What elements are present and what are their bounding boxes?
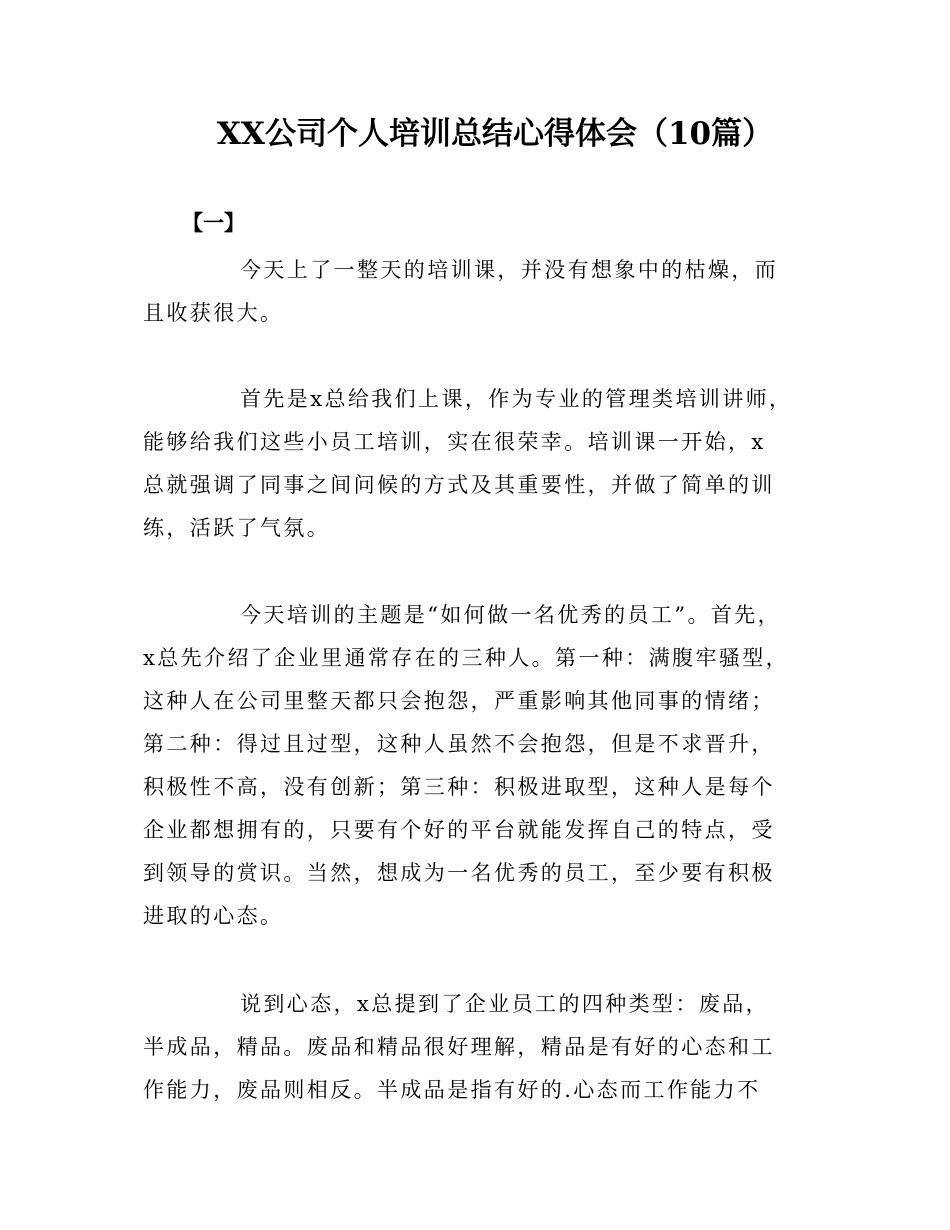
paragraph-line: 积极性不高，没有创新；第三种：积极进取型，这种人是每个 [143, 775, 775, 799]
paragraph-line: 第二种：得过且过型，这种人虽然不会抱怨，但是不求晋升， [143, 732, 775, 756]
section-heading: 【一】 [182, 210, 245, 235]
paragraph-line: 总就强调了同事之间问候的方式及其重要性，并做了简单的训 [143, 473, 775, 497]
paragraph-line: 半成品，精品。废品和精品很好理解，精品是有好的心态和工 [143, 1035, 775, 1059]
paragraph-1 [143, 249, 823, 335]
paragraph-3 [143, 594, 823, 938]
paragraph-line: 能够给我们这些小员工培训，实在很荣幸。培训课一开始，x [143, 430, 766, 454]
paragraph-line: 进取的心态。 [143, 904, 284, 928]
paragraph-line: 首先是x总给我们上课，作为专业的管理类培训讲师， [240, 387, 793, 411]
paragraph-line: 今天培训的主题是“如何做一名优秀的员工”。首先， [240, 603, 782, 627]
paragraph-line: 这种人在公司里整天都只会抱怨，严重影响其他同事的情绪； [143, 689, 775, 713]
paragraph-line: 练，活跃了气氛。 [143, 516, 331, 540]
paragraph-line: 今天上了一整天的培训课，并没有想象中的枯燥，而 [240, 258, 779, 282]
paragraph-line: x总先介绍了企业里通常存在的三种人。第一种：满腹牢骚型， [143, 646, 790, 670]
paragraph-line: 企业都想拥有的，只要有个好的平台就能发挥自己的特点，受 [143, 818, 775, 842]
document-title: XX公司个人培训总结心得体会（10篇） [216, 116, 774, 152]
paragraph-2 [143, 378, 823, 550]
paragraph-line: 说到心态，x总提到了企业员工的四种类型：废品， [240, 992, 770, 1016]
paragraph-line: 到领导的赏识。当然，想成为一名优秀的员工，至少要有积极 [143, 861, 775, 885]
paragraph-line: 作能力，废品则相反。半成品是指有好的.心态而工作能力不 [143, 1078, 761, 1102]
paragraph-4 [143, 983, 823, 1112]
paragraph-line: 且收获很大。 [143, 301, 284, 325]
